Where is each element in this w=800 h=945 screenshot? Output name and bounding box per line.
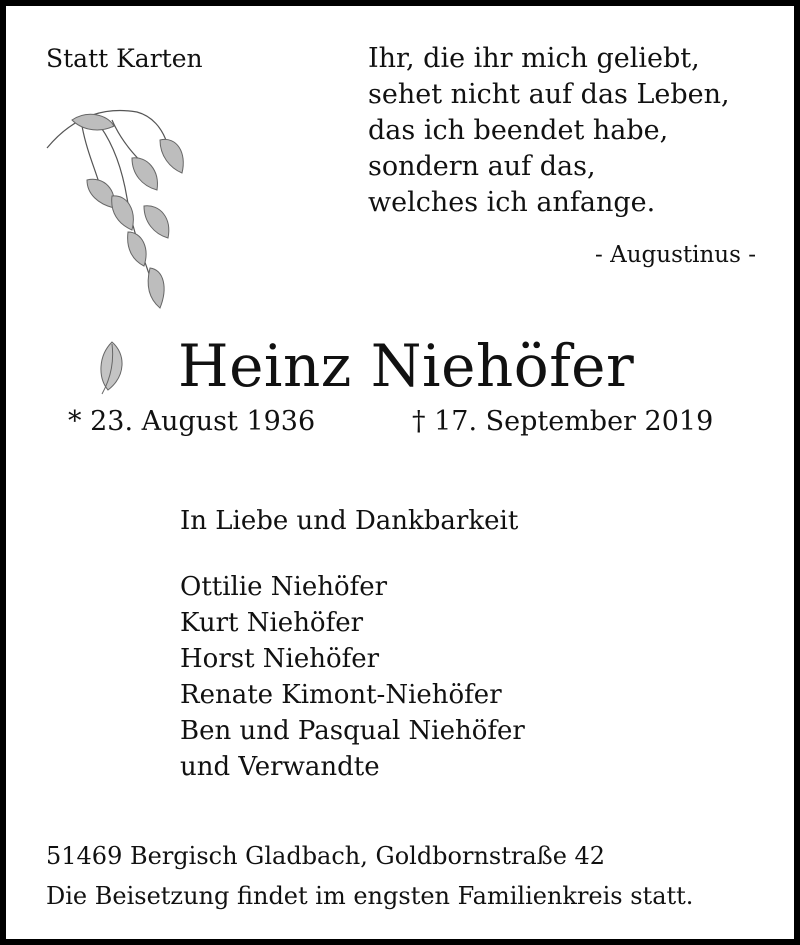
birth-date: * 23. August 1936 xyxy=(68,406,316,437)
mourner-name: Horst Niehöfer xyxy=(180,644,380,674)
thanks-line: In Liebe und Dankbarkeit xyxy=(180,506,519,536)
death-date: † 17. September 2019 xyxy=(412,406,714,437)
poem-author: - Augustinus - xyxy=(595,242,756,268)
birch-branch-illustration xyxy=(42,98,202,318)
deceased-name: Heinz Niehöfer xyxy=(178,332,635,400)
mourner-name: Ben und Pasqual Niehöfer xyxy=(180,716,525,746)
mourner-name: Ottilie Niehöfer xyxy=(180,572,388,602)
mourner-name: und Verwandte xyxy=(180,752,380,782)
poem-line: Ihr, die ihr mich geliebt, xyxy=(368,43,700,74)
leaf-icon xyxy=(94,340,130,396)
poem xyxy=(368,41,730,221)
poem-line: das ich beendet habe, xyxy=(368,115,669,146)
address: 51469 Bergisch Gladbach, Goldbornstraße 42 xyxy=(46,842,606,870)
header-note: Statt Karten xyxy=(46,44,203,73)
poem-line: welches ich anfange. xyxy=(368,187,656,218)
poem-line: sehet nicht auf das Leben, xyxy=(368,79,730,110)
mourner-name: Renate Kimont-Niehöfer xyxy=(180,680,502,710)
poem-line: sondern auf das, xyxy=(368,151,596,182)
funeral-note: Die Beisetzung findet im engsten Familienkreis statt. xyxy=(46,882,694,910)
mourners-list xyxy=(180,569,525,785)
mourner-name: Kurt Niehöfer xyxy=(180,608,364,638)
